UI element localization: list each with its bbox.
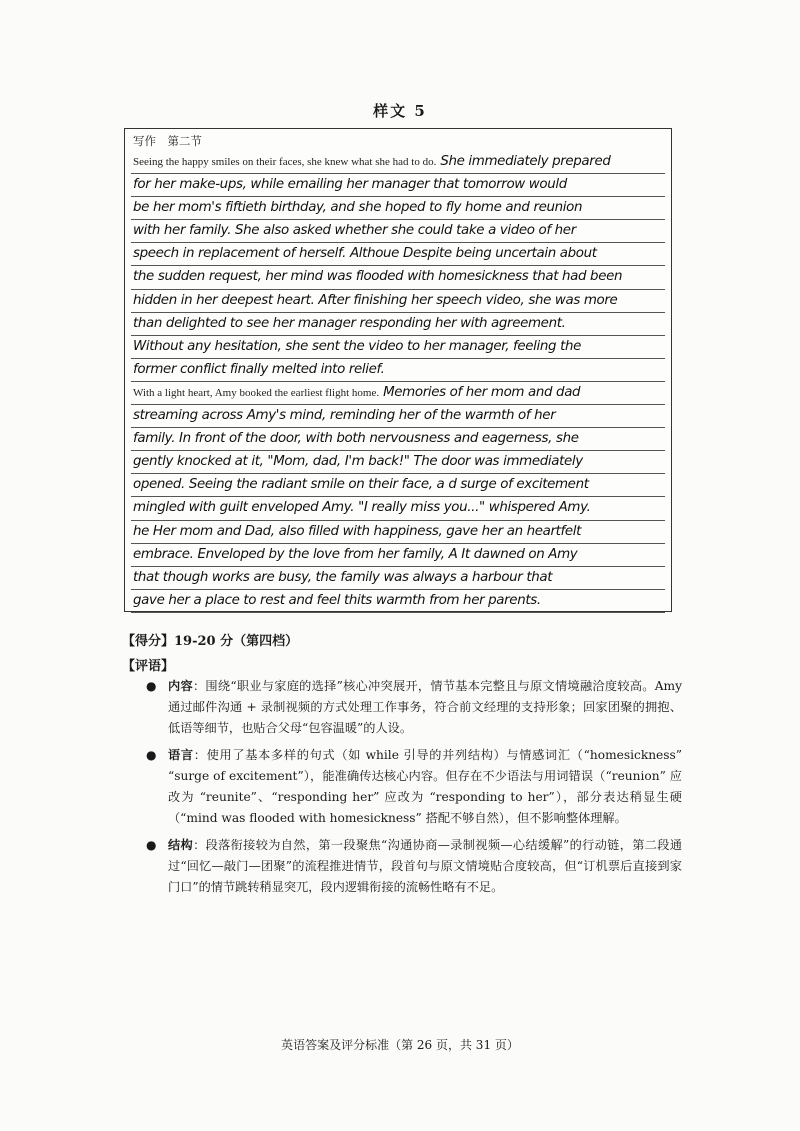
score-value: 19-20 分（第四档） xyxy=(174,634,299,649)
essay-answer-sheet xyxy=(124,128,672,612)
comment-item-language xyxy=(142,745,682,829)
section-label: 写作 第二节 xyxy=(133,134,202,148)
essay-line: mingled with guilt enveloped Amy. "I really miss you..." whispered Amy. xyxy=(131,497,665,520)
essay-line: speech in replacement of herself. Althoue Despite being uncertain about xyxy=(131,243,665,266)
essay-lines xyxy=(131,151,665,613)
comment-text: ：围绕“职业与家庭的选择”核心冲突展开，情节基本完整且与原文情境融洽度较高。Amy 通过邮件沟通 + 录制视频的方式处理工作事务，符合前文经理的支持形象；回家团聚的拥抱、低语等细节，也贴合父母“包容温暖”的人设。 xyxy=(168,679,682,735)
sample-title: 样文 5 xyxy=(373,102,427,120)
score-label: 【得分】 xyxy=(122,634,175,649)
paragraph2-opening: With a light heart, Amy booked the earliest flight home. xyxy=(133,386,380,399)
comment-list xyxy=(142,676,682,904)
comment-text: ：使用了基本多样的句式（如 while 引导的并列结构）与情感词汇（“homesickness” “surge of excitement”），能准确传达核心内容。但存在不少语法与用词错误（“reunion” 应改为 “reunite”、“responding her” 应改为 “responding to her”），部分表达稍显生硬（“mind was flooded with homesickness” 搭配不够自然），但不影响整体理解。 xyxy=(168,748,683,825)
essay-line: family. In front of the door, with both nervousness and eagerness, she xyxy=(131,428,665,451)
score-line xyxy=(122,630,298,649)
essay-line: that though works are busy, the family was always a harbour that xyxy=(131,567,665,590)
paragraph1-opening: Seeing the happy smiles on their faces, she knew what she had to do. xyxy=(133,156,437,168)
essay-line: the sudden request, her mind was flooded with homesickness that had been xyxy=(131,266,665,289)
essay-line: for her make-ups, while emailing her manager that tomorrow would xyxy=(131,174,665,197)
essay-line: hidden in her deepest heart. After finishing her speech video, she was more xyxy=(131,290,665,313)
bullet-icon: ● xyxy=(146,679,157,693)
essay-line: gave her a place to rest and feel thits warmth from her parents. xyxy=(131,590,665,613)
handwritten-text: Memories of her mom and dad xyxy=(383,384,581,400)
essay-line xyxy=(131,382,665,405)
page-footer: 英语答案及评分标准（第 26 页，共 31 页） xyxy=(281,1038,519,1052)
essay-line: embrace. Enveloped by the love from her family, A It dawned on Amy xyxy=(131,544,665,567)
comment-text: ：段落衔接较为自然，第一段聚焦“沟通协商—录制视频—心结缓解”的行动链，第二段通过“回忆—敲门—团聚”的流程推进情节，段首句与原文情境贴合度较高，但“订机票后直接到家门口”的情节跳转稍显突兀，段内逻辑衔接的流畅性略有不足。 xyxy=(168,838,682,894)
essay-line: Without any hesitation, she sent the video to her manager, feeling the xyxy=(131,336,665,359)
essay-line: streaming across Amy's mind, reminding her of the warmth of her xyxy=(131,405,665,428)
bullet-icon: ● xyxy=(146,748,157,762)
essay-line xyxy=(131,151,665,174)
essay-line: gently knocked at it, "Mom, dad, I'm back!" The door was immediately xyxy=(131,451,665,474)
essay-line: opened. Seeing the radiant smile on their face, a d surge of excitement xyxy=(131,474,665,497)
essay-line: be her mom's fiftieth birthday, and she hoped to fly home and reunion xyxy=(131,197,665,220)
essay-line: he Her mom and Dad, also filled with happiness, gave her an heartfelt xyxy=(131,521,665,544)
comment-item-content xyxy=(142,676,682,739)
handwritten-text: She immediately prepared xyxy=(440,154,611,169)
essay-line: former conflict finally melted into relief. xyxy=(131,359,665,382)
comment-item-structure xyxy=(142,835,682,898)
comment-title: 语言 xyxy=(168,748,194,762)
comment-label: 【评语】 xyxy=(122,659,175,674)
essay-line: with her family. She also asked whether she could take a video of her xyxy=(131,220,665,243)
comment-title: 内容 xyxy=(168,679,193,693)
comment-title: 结构 xyxy=(168,838,194,852)
bullet-icon: ● xyxy=(146,838,157,852)
essay-line: than delighted to see her manager responding her with agreement. xyxy=(131,313,665,336)
